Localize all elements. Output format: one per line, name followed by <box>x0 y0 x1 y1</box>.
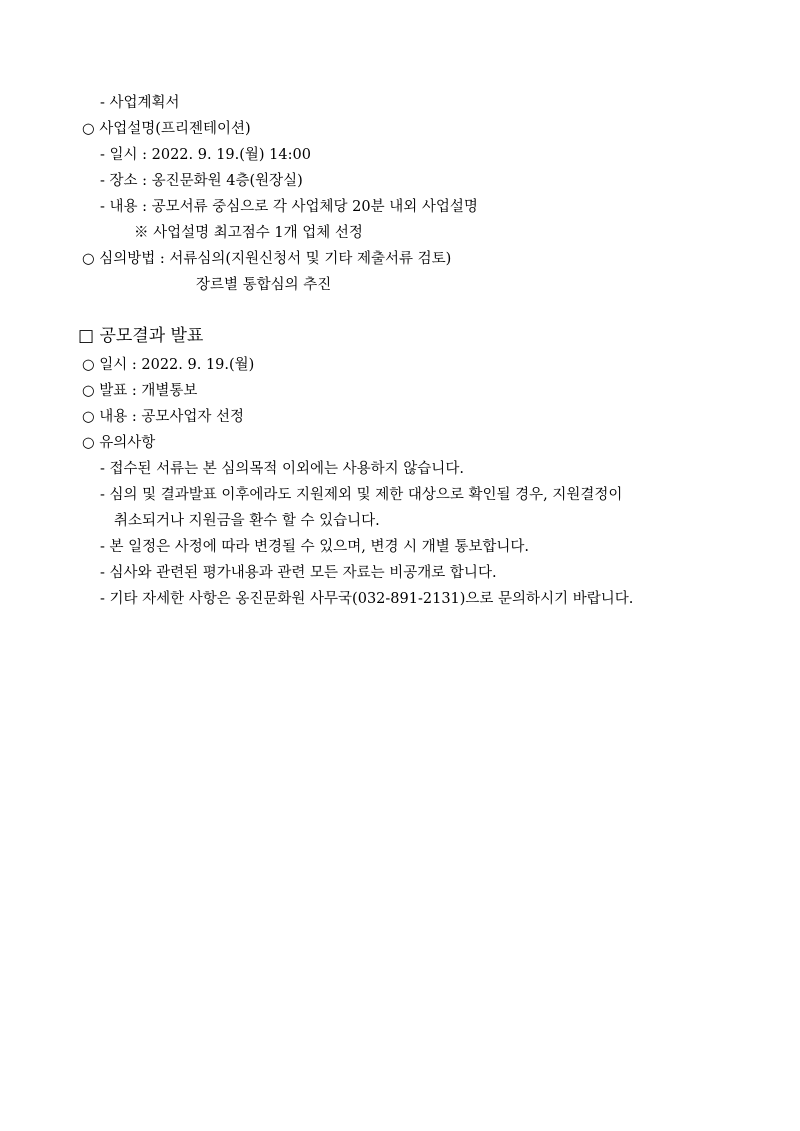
presentation-content: - 내용 : 공모서류 중심으로 각 사업체당 20분 내외 사업설명 <box>100 199 478 215</box>
results-date: ○ 일시 : 2022. 9. 19.(월) <box>82 357 255 373</box>
presentation-note: ※ 사업설명 최고점수 1개 업체 선정 <box>134 225 363 241</box>
presentation-title: ○ 사업설명(프리젠테이션) <box>82 121 251 137</box>
review-method-continuation: 장르별 통합심의 추진 <box>196 277 332 293</box>
results-announce: ○ 발표 : 개별통보 <box>82 383 198 399</box>
results-heading: □ 공모결과 발표 <box>78 326 204 346</box>
notes-title: ○ 유의사항 <box>82 435 156 451</box>
note-item: - 심의 및 결과발표 이후에라도 지원제외 및 제한 대상으로 확인될 경우, 지원결정이 <box>100 487 623 503</box>
business-plan-item: - 사업계획서 <box>100 95 180 111</box>
review-method: ○ 심의방법 : 서류심의(지원신청서 및 기타 제출서류 검토) <box>82 251 452 267</box>
note-item: - 접수된 서류는 본 심의목적 이외에는 사용하지 않습니다. <box>100 461 464 477</box>
note-item: - 심사와 관련된 평가내용과 관련 모든 자료는 비공개로 합니다. <box>100 565 497 581</box>
presentation-date: - 일시 : 2022. 9. 19.(월) 14:00 <box>100 147 311 163</box>
presentation-place: - 장소 : 옹진문화원 4층(원장실) <box>100 173 303 189</box>
note-item: - 기타 자세한 사항은 옹진문화원 사무국(032-891-2131)으로 문의하시기 바랍니다. <box>100 591 634 607</box>
note-item-continuation: 취소되거나 지원금을 환수 할 수 있습니다. <box>114 513 380 529</box>
note-item: - 본 일정은 사정에 따라 변경될 수 있으며, 변경 시 개별 통보합니다. <box>100 539 529 555</box>
results-content: ○ 내용 : 공모사업자 선정 <box>82 409 245 425</box>
